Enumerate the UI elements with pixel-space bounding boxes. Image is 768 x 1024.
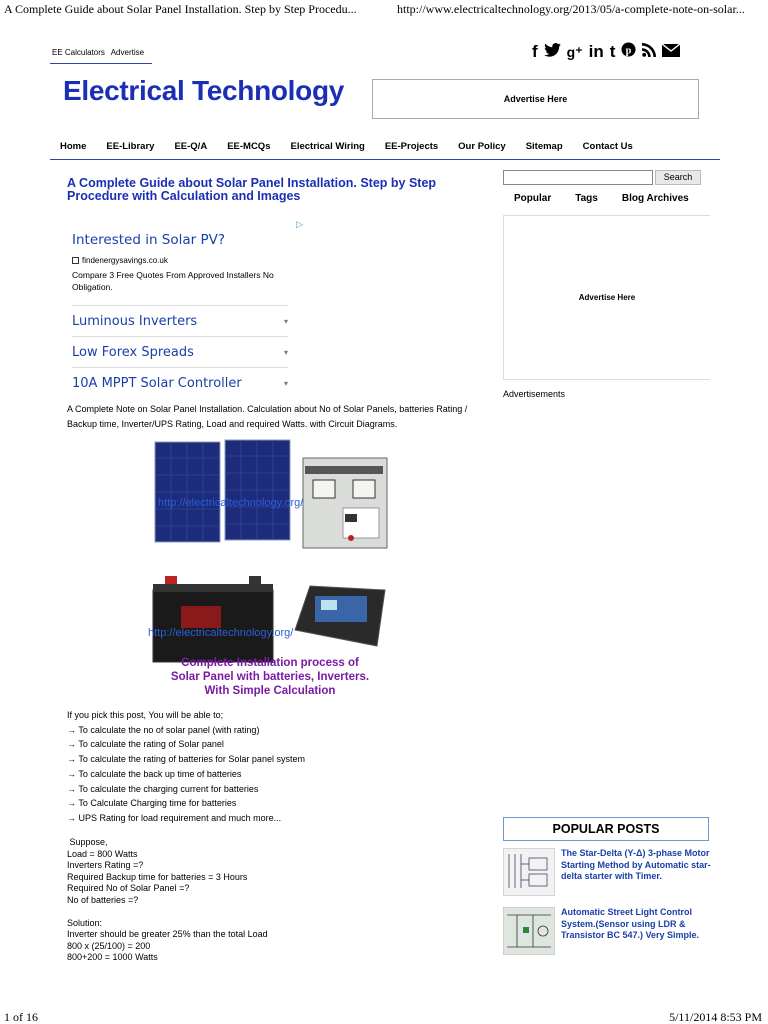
list-item: → To calculate the rating of batteries for Solar panel system <box>67 754 305 765</box>
text-ad-block <box>72 232 302 398</box>
calc-line: Required Backup time for batteries = 3 Hours <box>67 871 248 882</box>
top-nav <box>52 48 148 57</box>
list-item: → To calculate the rating of Solar panel <box>67 739 224 750</box>
list-item: → To calculate the charging current for batteries <box>67 783 259 794</box>
calc-line: Required No of Solar Panel =? <box>67 883 190 893</box>
sidebar-tabs <box>514 193 689 204</box>
spacer <box>67 906 487 918</box>
ad-domain[interactable] <box>72 256 302 265</box>
adchoices-icon[interactable]: ▷ <box>296 219 303 229</box>
ad-domain-text: findenergysavings.co.uk <box>82 256 168 265</box>
ad-link[interactable] <box>72 305 288 336</box>
popular-posts-heading: POPULAR POSTS <box>503 817 709 841</box>
nav-our-policy[interactable]: Our Policy <box>458 141 506 152</box>
image-watermark: http://electricaltechnology.org/ <box>148 627 294 639</box>
ad-link[interactable] <box>72 336 288 367</box>
image-caption-line: With Simple Calculation <box>204 685 336 697</box>
calc-line: Solution: <box>67 917 103 928</box>
calc-line: Inverters Rating =? <box>67 860 144 870</box>
nav-ee-mcqs[interactable]: EE-MCQs <box>227 141 271 152</box>
top-nav-underline <box>50 63 152 64</box>
image-caption <box>140 656 400 698</box>
mail-icon[interactable] <box>662 42 680 62</box>
calculation-section <box>67 837 487 964</box>
linkedin-icon[interactable]: in <box>588 42 604 61</box>
calc-line: Suppose, <box>67 837 108 847</box>
rss-icon[interactable] <box>642 42 656 62</box>
popular-post-title[interactable]: Automatic Street Light Control System.(Sensor using LDR & Transistor BC 547.) Very Simple. <box>561 907 700 940</box>
social-icons <box>532 42 680 62</box>
ad-link-label: 10A MPPT Solar Controller <box>72 375 242 391</box>
solar-panel-illustration <box>155 440 290 542</box>
nav-sitemap[interactable]: Sitemap <box>525 141 563 152</box>
calc-line: Inverter should be greater 25% than the total Load <box>67 929 268 939</box>
facebook-icon[interactable]: f <box>532 42 538 61</box>
svg-text:p: p <box>626 45 632 57</box>
ad-link-label: Low Forex Spreads <box>72 344 194 360</box>
nav-home[interactable]: Home <box>60 141 87 152</box>
google-plus-icon[interactable]: g⁺ <box>566 43 583 60</box>
print-date: 5/11/2014 8:53 PM <box>669 1010 762 1024</box>
nav-electrical-wiring[interactable]: Electrical Wiring <box>290 141 365 152</box>
star-delta-diagram-thumbnail[interactable] <box>503 848 555 896</box>
print-page-title: A Complete Guide about Solar Panel Installation. Step by Step Procedu... <box>4 2 357 16</box>
print-page-url: http://www.electricaltechnology.org/2013/05/a-complete-note-on-solar... <box>397 2 745 16</box>
site-title[interactable]: Electrical Technology <box>63 75 345 106</box>
list-item: → UPS Rating for load requirement and much more... <box>67 812 282 823</box>
chevron-down-icon: ▾ <box>283 378 288 388</box>
tab-blog-archives[interactable]: Blog Archives <box>621 193 689 204</box>
search-button[interactable]: Search <box>655 170 701 185</box>
nav-contact-us[interactable]: Contact Us <box>582 141 633 152</box>
image-caption-line: Complete Installation process of <box>181 657 359 669</box>
list-item: → To calculate the back up time of batteries <box>67 768 242 779</box>
street-light-circuit-thumbnail[interactable] <box>503 907 555 955</box>
tab-popular[interactable]: Popular <box>514 193 552 204</box>
ad-link-label: Luminous Inverters <box>72 313 198 329</box>
ad-link[interactable] <box>72 367 288 398</box>
tumblr-icon[interactable]: t <box>609 42 616 61</box>
list-intro: If you pick this post, You will be able to; <box>67 710 224 720</box>
nav-ee-qa[interactable]: EE-Q/A <box>174 141 208 152</box>
popular-post-item[interactable] <box>503 907 713 957</box>
list-item: → To Calculate Charging time for batteries <box>67 798 237 809</box>
checkbox-icon <box>72 257 79 264</box>
nav-ee-projects[interactable]: EE-Projects <box>384 141 439 152</box>
print-header <box>0 0 768 20</box>
calc-line: 800 x (25/100) = 200 <box>67 940 151 951</box>
ad-headline[interactable]: Interested in Solar PV? <box>72 232 226 248</box>
ee-calculators-link[interactable]: EE Calculators <box>52 48 105 57</box>
search-input[interactable] <box>503 170 653 185</box>
print-footer <box>0 1008 768 1024</box>
advertise-here-banner[interactable]: Advertise Here <box>372 79 699 119</box>
post-intro: A Complete Note on Solar Panel Installation. Calculation about No of Solar Panels, batteries Rating / Backup time, Inverter/UPS Rating, Load and required Watts. with Circuit Diagrams. <box>67 404 468 429</box>
twitter-icon[interactable] <box>544 42 561 62</box>
image-watermark: http://electricaltechnology.org/ <box>158 497 304 509</box>
advertisements-label: Advertisements <box>503 389 566 399</box>
chevron-down-icon: ▾ <box>283 347 288 357</box>
image-caption-line: Solar Panel with batteries, Inverters. <box>170 671 370 683</box>
advertise-link[interactable]: Advertise <box>110 48 145 57</box>
tab-tags[interactable]: Tags <box>575 193 598 204</box>
battery-illustration <box>153 576 273 662</box>
pinterest-icon[interactable] <box>621 42 636 62</box>
calc-line: 800+200 = 1000 Watts <box>67 952 158 962</box>
main-nav <box>50 134 720 160</box>
popular-post-item[interactable] <box>503 848 713 898</box>
nav-ee-library[interactable]: EE-Library <box>106 141 155 152</box>
sidebar-advertise-here[interactable]: Advertise Here <box>503 215 710 380</box>
charge-controller-illustration <box>295 586 385 646</box>
post-title: A Complete Guide about Solar Panel Installation. Step by Step Procedure with Calculation and Images <box>67 176 437 203</box>
list-item: → To calculate the no of solar panel (with rating) <box>67 724 260 735</box>
popular-post-title[interactable]: The Star-Delta (Y-Δ) 3-phase Motor Starting Method by Automatic star-delta starter with Timer. <box>561 848 711 881</box>
chevron-down-icon: ▾ <box>283 316 288 326</box>
ad-links <box>72 305 302 398</box>
calc-line: No of batteries =? <box>67 894 139 905</box>
calc-line: Load = 800 Watts <box>67 848 138 859</box>
inverter-illustration <box>303 458 387 548</box>
learning-outcomes-list <box>67 708 487 826</box>
print-page-number: 1 of 16 <box>4 1010 38 1024</box>
ad-description: Compare 3 Free Quotes From Approved Installers No Obligation. <box>72 270 274 292</box>
